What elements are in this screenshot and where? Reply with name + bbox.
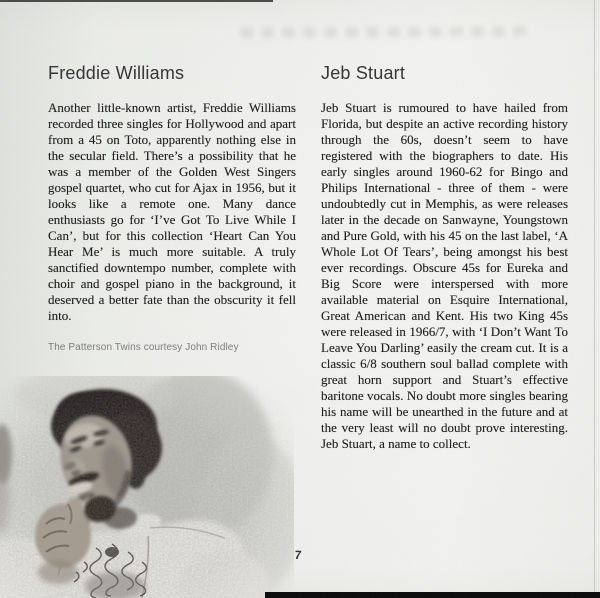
right-column	[321, 62, 568, 452]
scan-edge-top	[0, 0, 273, 2]
left-column	[48, 62, 296, 353]
artist-heading-freddie-williams: Freddie Williams	[48, 63, 185, 83]
photo-grain	[0, 376, 294, 598]
artist-bio-freddie-williams: Another little-known artist, Freddie Williams recorded three singles for Hollywood and apart from a 45 on Toto, apparently nothing else in the secular field. There’s a possibility that he was a member of the Golden West Singers gospel quartet, who cut for Ajax in 1956, but it looks like a remote one. Many dance enthusiasts go for ‘I’ve Got To Live While I Can’, but for this collection ‘Heart Can You Hear Me’ is much more suitable. A truly sanctified downtempo number, complete with choir and gospel piano in the background, it deserved a better fate than the obscurity it fell into.	[48, 100, 296, 323]
artist-heading-jeb-stuart: Jeb Stuart	[321, 63, 406, 83]
portrait-photo-art	[0, 376, 294, 598]
show-through-smudge	[240, 26, 532, 38]
portrait-photo	[0, 376, 294, 598]
page-number: 7	[293, 548, 303, 562]
scan-edge-bottom	[265, 592, 600, 598]
artist-bio-jeb-stuart: Jeb Stuart is rumoured to have hailed from Florida, but despite an active recording history through the 60s, doesn’t seem to have registered with the biographers to date. His early singles around 1960-62 for Bingo and Philips International - three of them - were undoubtedly cut in Memphis, as were releases later in the decade on Sanwayne, Youngstown and Pure Gold, with his 45 on the last label, ‘A Whole Lot Of Tears’, being amongst his best ever recordings. Obscure 45s for Eureka and Big Score were interspersed with more available material on Esquire International, Great American and Kent. His two King 45s were released in 1966/7, with ‘I Don’t Want To Leave You Darling’ easily the cream cut. It is a classic 6/8 southern soul ballad complete with great horn support and Stuart’s effective baritone vocals. No doubt more singles bearing his name will be unearthed in the future and at the very least will no doubt prove interesting. Jeb Stuart, a name to collect.	[321, 100, 568, 451]
page-right-edge	[594, 0, 595, 592]
photo-caption: The Patterson Twins courtesy John Ridley	[48, 342, 239, 353]
